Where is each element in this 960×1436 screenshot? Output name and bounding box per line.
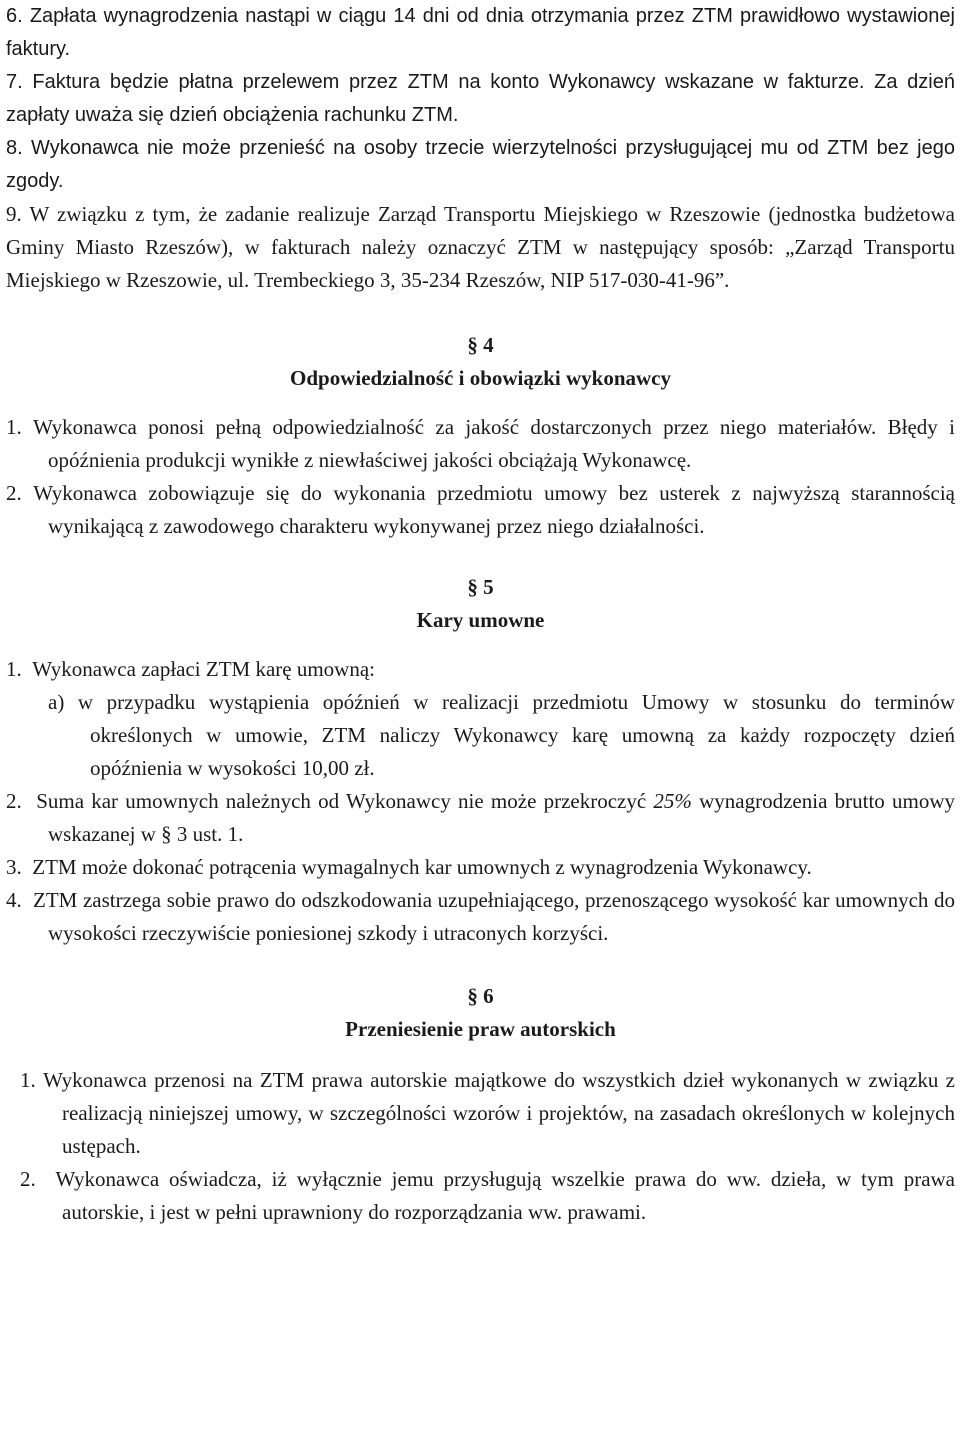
paragraph-number: 6.: [6, 5, 23, 27]
item-text: Suma kar umownych należnych od Wykonawcy nie może przekroczyć: [36, 789, 654, 813]
paragraph-text: Zapłata wynagrodzenia nastąpi w ciągu 14 dni od dnia otrzymania przez ZTM prawidłowo wystawionej faktury.: [6, 5, 955, 60]
paragraph-number: 7.: [6, 71, 23, 93]
item-number: 4.: [6, 888, 22, 912]
item-number: 2.: [6, 789, 22, 813]
section-4-heading: [6, 329, 955, 395]
list-item: [6, 653, 955, 686]
list-item: [6, 411, 955, 477]
sub-list: [6, 686, 955, 785]
section-title: Kary umowne: [416, 608, 545, 632]
list-item: [6, 851, 955, 884]
item-text: w przypadku wystąpienia opóźnień w realizacji przedmiotu Umowy w stosunku do terminów określonych w umowie, ZTM naliczy Wykonawcy karę umowną za każdy rozpoczęty dzień opóźnienia w wysokości 10,00 zł.: [77, 690, 956, 780]
list-item: [20, 1064, 955, 1163]
section-sign: § 4: [467, 333, 494, 357]
item-text-end: wynagrodzenia brutto umowy wskazanej w § 3 ust. 1.: [48, 789, 956, 846]
item-number: 1.: [20, 1068, 36, 1092]
item-text: Wykonawca przenosi na ZTM prawa autorskie majątkowe do wszystkich dzieł wykonanych w związku z realizacją niniejszej umowy, w szczególności wzorów i projektów, na zasadach określonych w kolejnych ustępach.: [43, 1068, 955, 1158]
sub-list-item: [48, 686, 955, 785]
item-text: ZTM może dokonać potrącenia wymagalnych kar umownych z wynagrodzenia Wykonawcy.: [32, 855, 812, 879]
item-number: 2.: [20, 1167, 36, 1191]
paragraph-9: [6, 198, 955, 297]
intro-list: [6, 0, 955, 297]
paragraph-text: Faktura będzie płatna przelewem przez ZTM na konto Wykonawcy wskazane w fakturze. Za dzień zapłaty uważa się dzień obciążenia rachunku ZTM.: [6, 71, 955, 126]
item-text: Wykonawca zapłaci ZTM karę umowną:: [32, 657, 376, 681]
section-title: Odpowiedzialność i obowiązki wykonawcy: [290, 366, 671, 390]
paragraph-7: [6, 66, 955, 132]
paragraph-text: W związku z tym, że zadanie realizuje Zarząd Transportu Miejskiego w Rzeszowie (jednostka budżetowa Gminy Miasto Rzeszów), w fakturach należy oznaczyć ZTM w następujący sposób: „Zarząd Transportu Miejskiego w Rzeszowie, ul. Trembeckiego 3, 35-234 Rzeszów, NIP 517-030-41-96”.: [6, 202, 955, 292]
paragraph-6: [6, 0, 955, 66]
section-sign: § 5: [467, 575, 494, 599]
list-item: [6, 477, 955, 543]
paragraph-number: 8.: [6, 137, 23, 159]
item-text: Wykonawca zobowiązuje się do wykonania przedmiotu umowy bez usterek z najwyższą starannością wynikającą z zawodowego charakteru wykonywanej przez niego działalności.: [33, 481, 955, 538]
section-5-list: [6, 653, 955, 950]
paragraph-8: [6, 132, 955, 198]
paragraph-text: Wykonawca nie może przenieść na osoby trzecie wierzytelności przysługującej mu od ZTM bez jego zgody.: [6, 137, 955, 192]
section-5-heading: [6, 571, 955, 637]
section-6-heading: [6, 980, 955, 1046]
section-6-list: [6, 1064, 955, 1229]
paragraph-number: 9.: [6, 202, 22, 226]
item-text: Wykonawca ponosi pełną odpowiedzialność za jakość dostarczonych przez niego materiałów. Błędy i opóźnienia produkcji wynikłe z niewłaściwej jakości obciążają Wykonawcę.: [33, 415, 955, 472]
item-number: 1.: [6, 415, 22, 439]
list-item: [20, 1163, 955, 1229]
section-4-list: [6, 411, 955, 543]
item-percent: 25%: [653, 789, 692, 813]
item-number: 1.: [6, 657, 22, 681]
item-number: 3.: [6, 855, 22, 879]
list-item: [6, 785, 955, 851]
item-text: Wykonawca oświadcza, iż wyłącznie jemu przysługują wszelkie prawa do ww. dzieła, w tym prawa autorskie, i jest w pełni uprawniony do rozporządzania ww. prawami.: [55, 1167, 955, 1224]
section-title: Przeniesienie praw autorskich: [345, 1017, 616, 1041]
item-number: a): [48, 690, 65, 714]
section-sign: § 6: [467, 984, 494, 1008]
item-number: 2.: [6, 481, 22, 505]
list-item: [6, 884, 955, 950]
item-text: ZTM zastrzega sobie prawo do odszkodowania uzupełniającego, przenoszącego wysokość kar umownych do wysokości rzeczywiście poniesionej szkody i utraconych korzyści.: [33, 888, 956, 945]
